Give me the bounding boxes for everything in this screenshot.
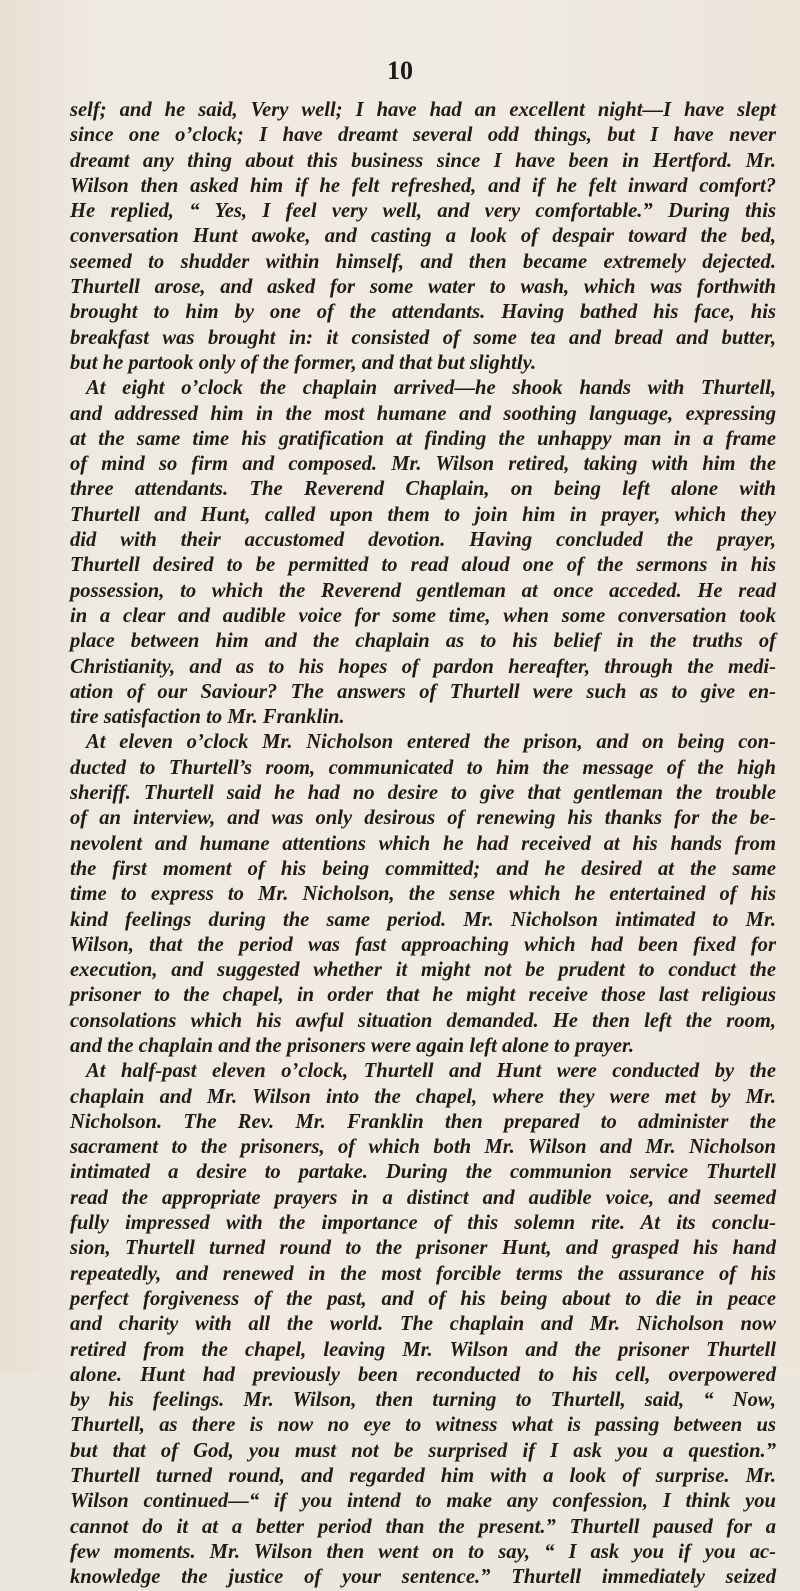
text-line: chaplain and Mr. Wilson into the chapel, where they were met by Mr. bbox=[70, 1085, 776, 1108]
text-line: in a clear and audible voice for some time, when some conversation took bbox=[70, 604, 776, 627]
text-line: time to express to Mr. Nicholson, the sense which he entertained of his bbox=[70, 883, 776, 906]
text-line: At eight o’clock the chaplain arrived—he shook hands with Thurtell, bbox=[86, 377, 776, 400]
text-line: knowledge the justice of your sentence.” Thurtell immediately seized bbox=[70, 1566, 776, 1589]
text-line: prisoner to the chapel, in order that he might receive those last religious bbox=[70, 984, 776, 1007]
text-line: conversation Hunt awoke, and casting a look of despair toward the bed, bbox=[70, 225, 776, 248]
text-line: brought to him by one of the attendants. Having bathed his face, his bbox=[70, 301, 776, 324]
text-line: dreamt any thing about this business since I have been in Hertford. Mr. bbox=[70, 149, 776, 172]
text-line: alone. Hunt had previously been reconducted to his cell, overpowered bbox=[70, 1363, 776, 1386]
text-line: nevolent and humane attentions which he had received at his hands from bbox=[70, 832, 776, 855]
text-line: Thurtell arose, and asked for some water to wash, which was forthwith bbox=[70, 276, 776, 299]
text-line: Nicholson. The Rev. Mr. Franklin then prepared to administer the bbox=[70, 1110, 776, 1133]
text-line: ation of our Saviour? The answers of Thurtell were such as to give en- bbox=[70, 680, 776, 703]
text-line: kind feelings during the same period. Mr. Nicholson intimated to Mr. bbox=[70, 908, 776, 931]
text-line: Wilson then asked him if he felt refreshed, and if he felt inward comfort? bbox=[70, 174, 776, 197]
text-line: of an interview, and was only desirous of renewing his thanks for the be- bbox=[70, 807, 776, 830]
text-line: sacrament to the prisoners, of which both Mr. Wilson and Mr. Nicholson bbox=[70, 1136, 776, 1159]
text-line: by his feelings. Mr. Wilson, then turning to Thurtell, said, “ Now, bbox=[70, 1389, 776, 1412]
text-line: few moments. Mr. Wilson then went on to say, “ I ask you if you ac- bbox=[70, 1540, 776, 1563]
text-line: At half-past eleven o’clock, Thurtell and Hunt were conducted by the bbox=[86, 1060, 776, 1083]
text-line: three attendants. The Reverend Chaplain, on being left alone with bbox=[70, 478, 776, 501]
text-line: read the appropriate prayers in a distinct and audible voice, and seemed bbox=[70, 1186, 776, 1209]
text-line: at the same time his gratification at finding the unhappy man in a frame bbox=[70, 427, 776, 450]
text-line: consolations which his awful situation demanded. He then left the room, bbox=[70, 1009, 776, 1032]
text-line: but he partook only of the former, and that but slightly. bbox=[70, 351, 537, 374]
text-line: and the chaplain and the prisoners were again left alone to prayer. bbox=[70, 1034, 635, 1057]
text-line: intimated a desire to partake. During the communion service Thurtell bbox=[70, 1161, 776, 1184]
text-line: sion, Thurtell turned round to the prisoner Hunt, and grasped his hand bbox=[70, 1237, 776, 1260]
text-line: Wilson continued—“ if you intend to make any confession, I think you bbox=[70, 1490, 776, 1513]
text-line: the first moment of his being committed; and he desired at the same bbox=[70, 857, 776, 880]
text-line: seemed to shudder within himself, and then became extremely dejected. bbox=[70, 250, 776, 273]
body-text bbox=[70, 98, 776, 1591]
text-line: fully impressed with the importance of this solemn rite. At its conclu- bbox=[70, 1212, 776, 1235]
text-line: tire satisfaction to Mr. Franklin. bbox=[70, 706, 345, 729]
text-line: Thurtell desired to be permitted to read aloud one of the sermons in his bbox=[70, 554, 776, 577]
text-line: since one o’clock; I have dreamt several odd things, but I have never bbox=[70, 124, 776, 147]
text-line: cannot do it at a better period than the present.” Thurtell paused for a bbox=[70, 1515, 776, 1538]
text-line: retired from the chapel, leaving Mr. Wilson and the prisoner Thurtell bbox=[70, 1338, 776, 1361]
text-line: Christianity, and as to his hopes of pardon hereafter, through the medi- bbox=[70, 655, 776, 678]
text-line: ducted to Thurtell’s room, communicated to him the message of the high bbox=[70, 756, 776, 779]
text-line: but that of God, you must not be surprised if I ask you a question.” bbox=[70, 1439, 776, 1462]
text-line: Thurtell turned round, and regarded him with a look of surprise. Mr. bbox=[70, 1465, 776, 1488]
text-line: self; and he said, Very well; I have had an excellent night—I have slept bbox=[70, 99, 776, 121]
text-line: breakfast was brought in: it consisted of some tea and bread and butter, bbox=[70, 326, 776, 349]
page-number: 10 bbox=[387, 56, 413, 85]
text-line: At eleven o’clock Mr. Nicholson entered the prison, and on being con- bbox=[86, 731, 776, 754]
text-line: repeatedly, and renewed in the most forcible terms the assurance of his bbox=[70, 1262, 776, 1285]
text-line: and addressed him in the most humane and soothing language, expressing bbox=[70, 402, 776, 425]
text-line: He replied, “ Yes, I feel very well, and very comfortable.” During this bbox=[70, 200, 776, 223]
text-line: execution, and suggested whether it might not be prudent to conduct the bbox=[70, 959, 776, 982]
text-line: did with their accustomed devotion. Having concluded the prayer, bbox=[70, 529, 776, 552]
text-line: Wilson, that the period was fast approaching which had been fixed for bbox=[70, 933, 776, 956]
text-line: perfect forgiveness of the past, and of his being about to die in peace bbox=[70, 1287, 776, 1310]
text-line: Thurtell, as there is now no eye to witness what is passing between us bbox=[70, 1414, 776, 1437]
text-line: sheriff. Thurtell said he had no desire to give that gentleman the trouble bbox=[70, 782, 776, 805]
text-line: Thurtell and Hunt, called upon them to join him in prayer, which they bbox=[70, 503, 776, 526]
text-line: of mind so firm and composed. Mr. Wilson retired, taking with him the bbox=[70, 453, 776, 476]
text-line: place between him and the chaplain as to his belief in the truths of bbox=[70, 630, 776, 653]
text-line: and charity with all the world. The chaplain and Mr. Nicholson now bbox=[70, 1313, 776, 1336]
text-line: possession, to which the Reverend gentleman at once acceded. He read bbox=[70, 579, 776, 602]
